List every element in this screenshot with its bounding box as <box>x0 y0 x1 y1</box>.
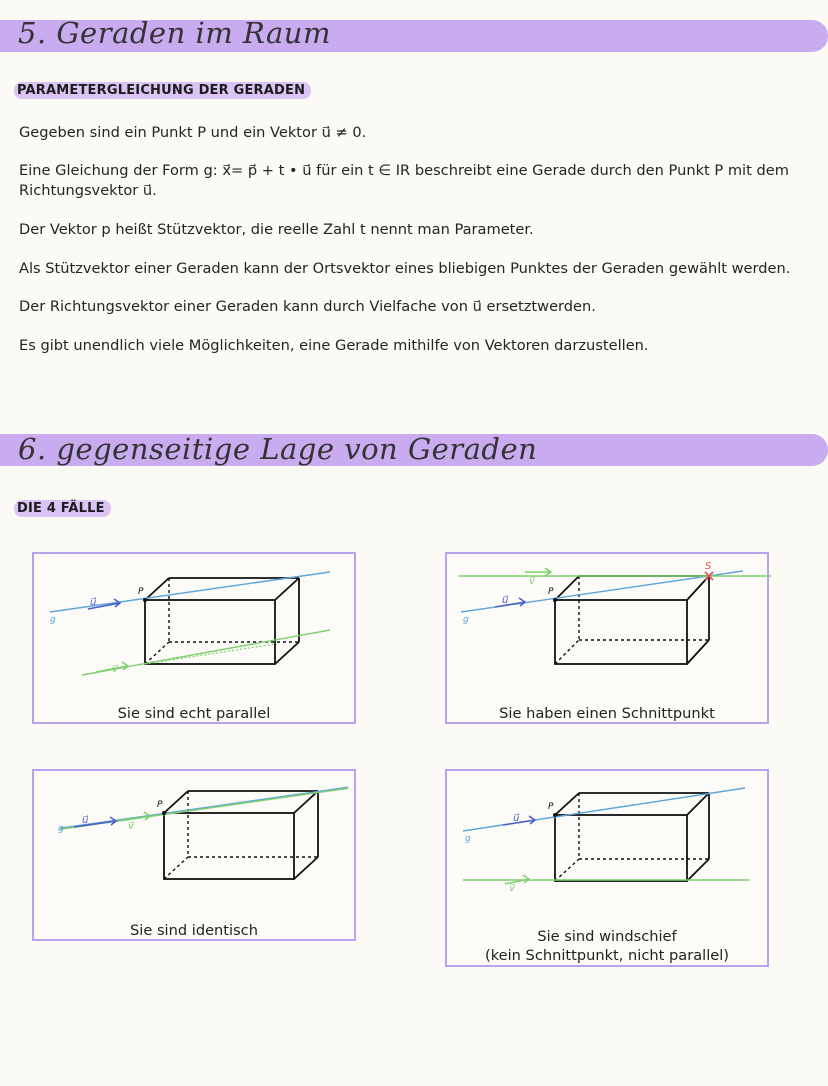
paragraph-equation: Eine Gleichung der Form g: x⃗= p⃗ + t • u⃗ für ein t ∈ IR beschreibt eine Gerade durch den Punkt P mit dem Richtungsvektor u⃗. <box>19 162 789 199</box>
section-5-title: 5. Geraden im Raum <box>18 16 331 50</box>
identical-diagram <box>34 771 358 943</box>
case-card-identical <box>32 769 356 941</box>
point-p-label: P <box>548 587 554 597</box>
case-caption-identical: Sie sind identisch <box>130 922 258 939</box>
case-card-intersection <box>445 552 769 724</box>
vector-v-label: v⃗ <box>509 883 515 894</box>
section-6-title: 6. gegenseitige Lage von Geraden <box>18 432 538 466</box>
line-g-label: g <box>463 615 469 625</box>
vector-u-label: u⃗ <box>502 595 509 606</box>
parallel-diagram <box>34 554 358 726</box>
point-p-label: P <box>138 587 144 597</box>
case-card-skew <box>445 769 769 967</box>
section-5-subheading: PARAMETERGLEICHUNG DER GERADEN <box>14 82 311 99</box>
case-caption-parallel: Sie sind echt parallel <box>117 705 271 722</box>
point-p-label: P <box>548 802 554 812</box>
case-caption-skew-detail: (kein Schnittpunkt, nicht parallel) <box>485 947 729 964</box>
point-p-label: P <box>157 800 163 810</box>
vector-u-label: u⃗ <box>82 815 89 826</box>
paragraph-location-vector: Als Stützvektor einer Geraden kann der Ortsvektor eines bliebigen Punktes der Geraden gewählt werden. <box>19 260 791 277</box>
section-6-subheading: DIE 4 FÄLLE <box>14 500 111 517</box>
paragraph-support-vector: Der Vektor p heißt Stützvektor, die reelle Zahl t nennt man Parameter. <box>19 221 534 238</box>
intersection-diagram <box>447 554 771 726</box>
line-g-label: g <box>465 834 471 844</box>
vector-u-label: u⃗ <box>90 597 97 608</box>
paragraph-direction-vector: Der Richtungsvektor einer Geraden kann durch Vielfache von u⃗ ersetztwerden. <box>19 298 596 315</box>
line-g-label: g <box>58 824 64 834</box>
paragraph-given: Gegeben sind ein Punkt P und ein Vektor u⃗ ≠ 0. <box>19 124 367 141</box>
case-caption-intersection: Sie haben einen Schnittpunkt <box>499 705 715 722</box>
vector-v-label: v⃗ <box>112 664 118 675</box>
vector-u-label: u⃗ <box>513 813 520 824</box>
vector-v-label: v⃗ <box>128 821 134 832</box>
line-g-label: g <box>50 615 56 625</box>
case-caption-skew: Sie sind windschief <box>537 928 677 945</box>
intersection-s-label: S <box>705 561 712 572</box>
paragraph-many-possibilities: Es gibt unendlich viele Möglichkeiten, eine Gerade mithilfe von Vektoren darzustellen. <box>19 337 649 354</box>
case-card-parallel <box>32 552 356 724</box>
vector-v-label: v⃗ <box>529 576 535 587</box>
